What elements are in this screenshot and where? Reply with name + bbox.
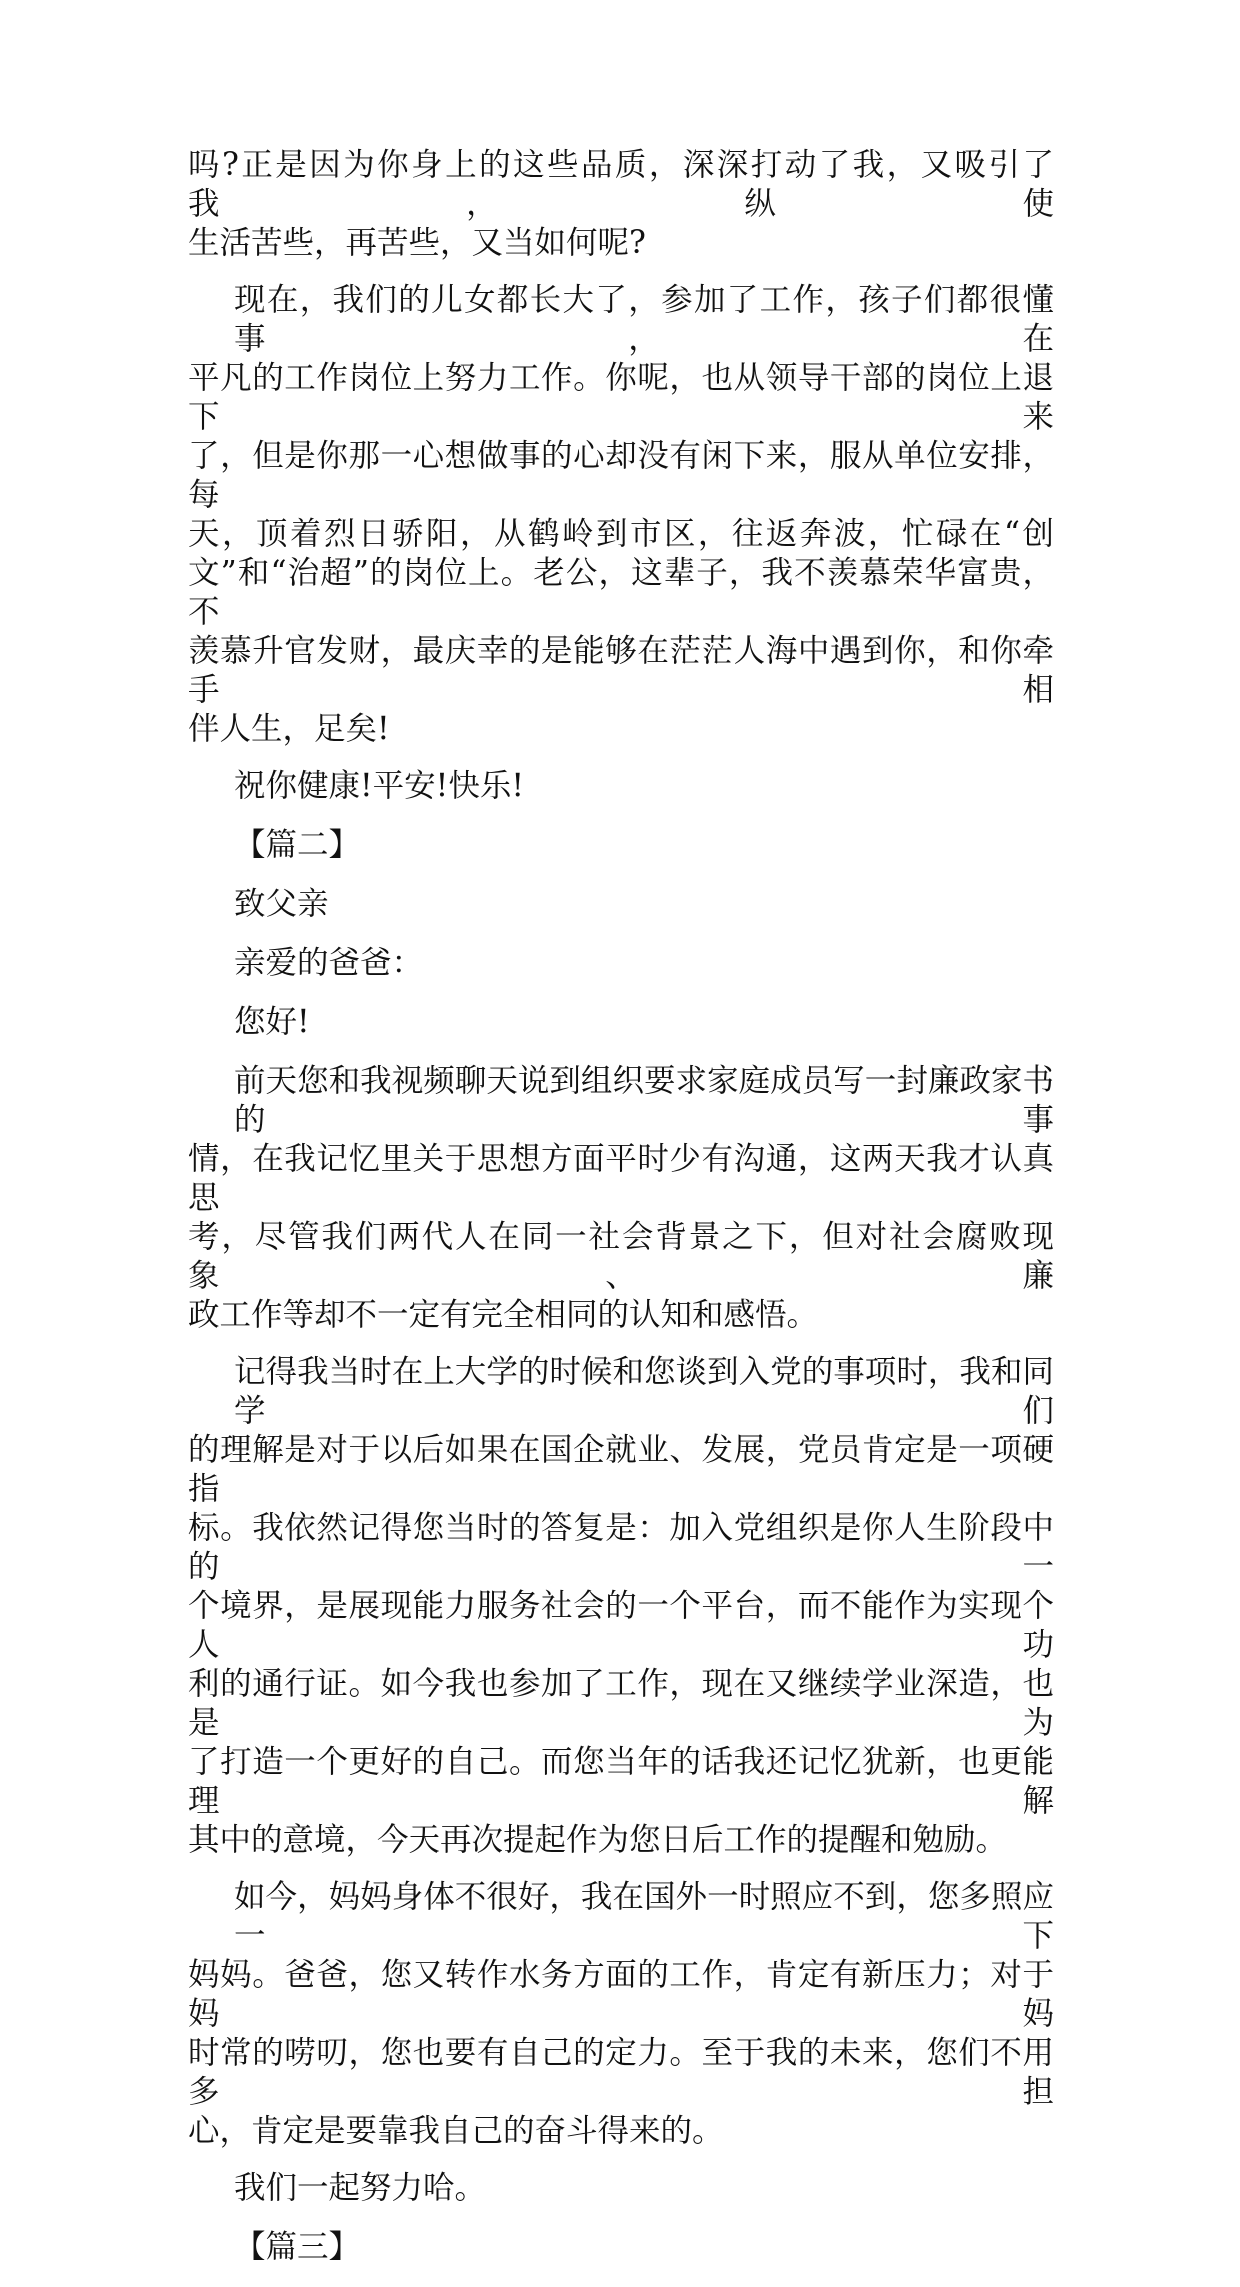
text-line: 考，尽管我们两代人在同一社会背景之下，但对社会腐败现象、廉	[188, 1219, 1054, 1294]
section-heading: 【篇三】	[234, 2229, 361, 2265]
paragraph-now	[188, 281, 1054, 749]
text-line: 吗?正是因为你身上的这些品质，深深打动了我，又吸引了我，纵使	[188, 147, 1054, 222]
text-line: 其中的意境，今天再次提起作为您日后工作的提醒和勉励。	[188, 1822, 1008, 1858]
text-line: 现在，我们的儿女都长大了，参加了工作，孩子们都很懂事，在	[234, 282, 1054, 357]
text-line: 如今，妈妈身体不很好，我在国外一时照应不到，您多照应一下	[234, 1879, 1054, 1954]
greeting	[188, 1003, 1054, 1042]
text-line: 文”和“治超”的岗位上。老公，这辈子，我不羡慕荣华富贵，不	[188, 555, 1054, 630]
text-line: 生活苦些，再苦些，又当如何呢?	[188, 225, 646, 261]
text-line: 个境界，是展现能力服务社会的一个平台，而不能作为实现个人功	[188, 1588, 1054, 1663]
text-line: 情，在我记忆里关于思想方面平时少有沟通，这两天我才认真思	[188, 1141, 1054, 1216]
text-line: 妈妈。爸爸，您又转作水务方面的工作，肯定有新压力；对于妈妈	[188, 1957, 1054, 2032]
text-line: 心，肯定是要靠我自己的奋斗得来的。	[188, 2113, 724, 2149]
paragraph-continuation	[188, 146, 1054, 263]
greeting-line: 您好!	[234, 1004, 310, 1040]
paragraph-university	[188, 1353, 1054, 1860]
wish-line	[188, 767, 1054, 806]
text-line: 伴人生，足矣!	[188, 711, 390, 747]
text-line: 了，但是你那一心想做事的心却没有闲下来，服从单位安排，每	[188, 438, 1054, 513]
section-heading: 【篇二】	[234, 827, 361, 863]
text-line: 标。我依然记得您当时的答复是：加入党组织是你人生阶段中的一	[188, 1510, 1054, 1585]
text-line: 前天您和我视频聊天说到组织要求家庭成员写一封廉政家书的事	[234, 1063, 1054, 1138]
section-heading-3	[188, 2228, 1054, 2267]
paragraph-video-chat	[188, 1062, 1054, 1335]
text-line: 记得我当时在上大学的时候和您谈到入党的事项时，我和同学们	[234, 1354, 1054, 1429]
text-line: 我们一起努力哈。	[234, 2170, 487, 2206]
salutation-line: 亲爱的爸爸：	[234, 945, 424, 981]
text-line: 政工作等却不一定有完全相同的认知和感悟。	[188, 1297, 819, 1333]
text-line: 羡慕升官发财，最庆幸的是能够在茫茫人海中遇到你，和你牵手相	[188, 633, 1054, 708]
text-line: 平凡的工作岗位上努力工作。你呢，也从领导干部的岗位上退下来	[188, 360, 1054, 435]
paragraph-mother	[188, 1878, 1054, 2151]
title-line: 致父亲	[234, 886, 329, 922]
salutation	[188, 944, 1054, 983]
document-body	[188, 146, 1054, 2287]
text-line: 了打造一个更好的自己。而您当年的话我还记忆犹新，也更能理解	[188, 1744, 1054, 1819]
text-line: 时常的唠叨，您也要有自己的定力。至于我的未来，您们不用多担	[188, 2035, 1054, 2110]
section-heading-2	[188, 826, 1054, 865]
text-line: 利的通行证。如今我也参加了工作，现在又继续学业深造，也是为	[188, 1666, 1054, 1741]
text-line: 的理解是对于以后如果在国企就业、发展，党员肯定是一项硬指	[188, 1432, 1054, 1507]
letter-title	[188, 885, 1054, 924]
closing-line	[188, 2169, 1054, 2208]
text-line: 天，顶着烈日骄阳，从鹤岭到市区，往返奔波，忙碌在“创	[188, 516, 1054, 552]
text-line: 祝你健康!平安!快乐!	[234, 768, 524, 804]
